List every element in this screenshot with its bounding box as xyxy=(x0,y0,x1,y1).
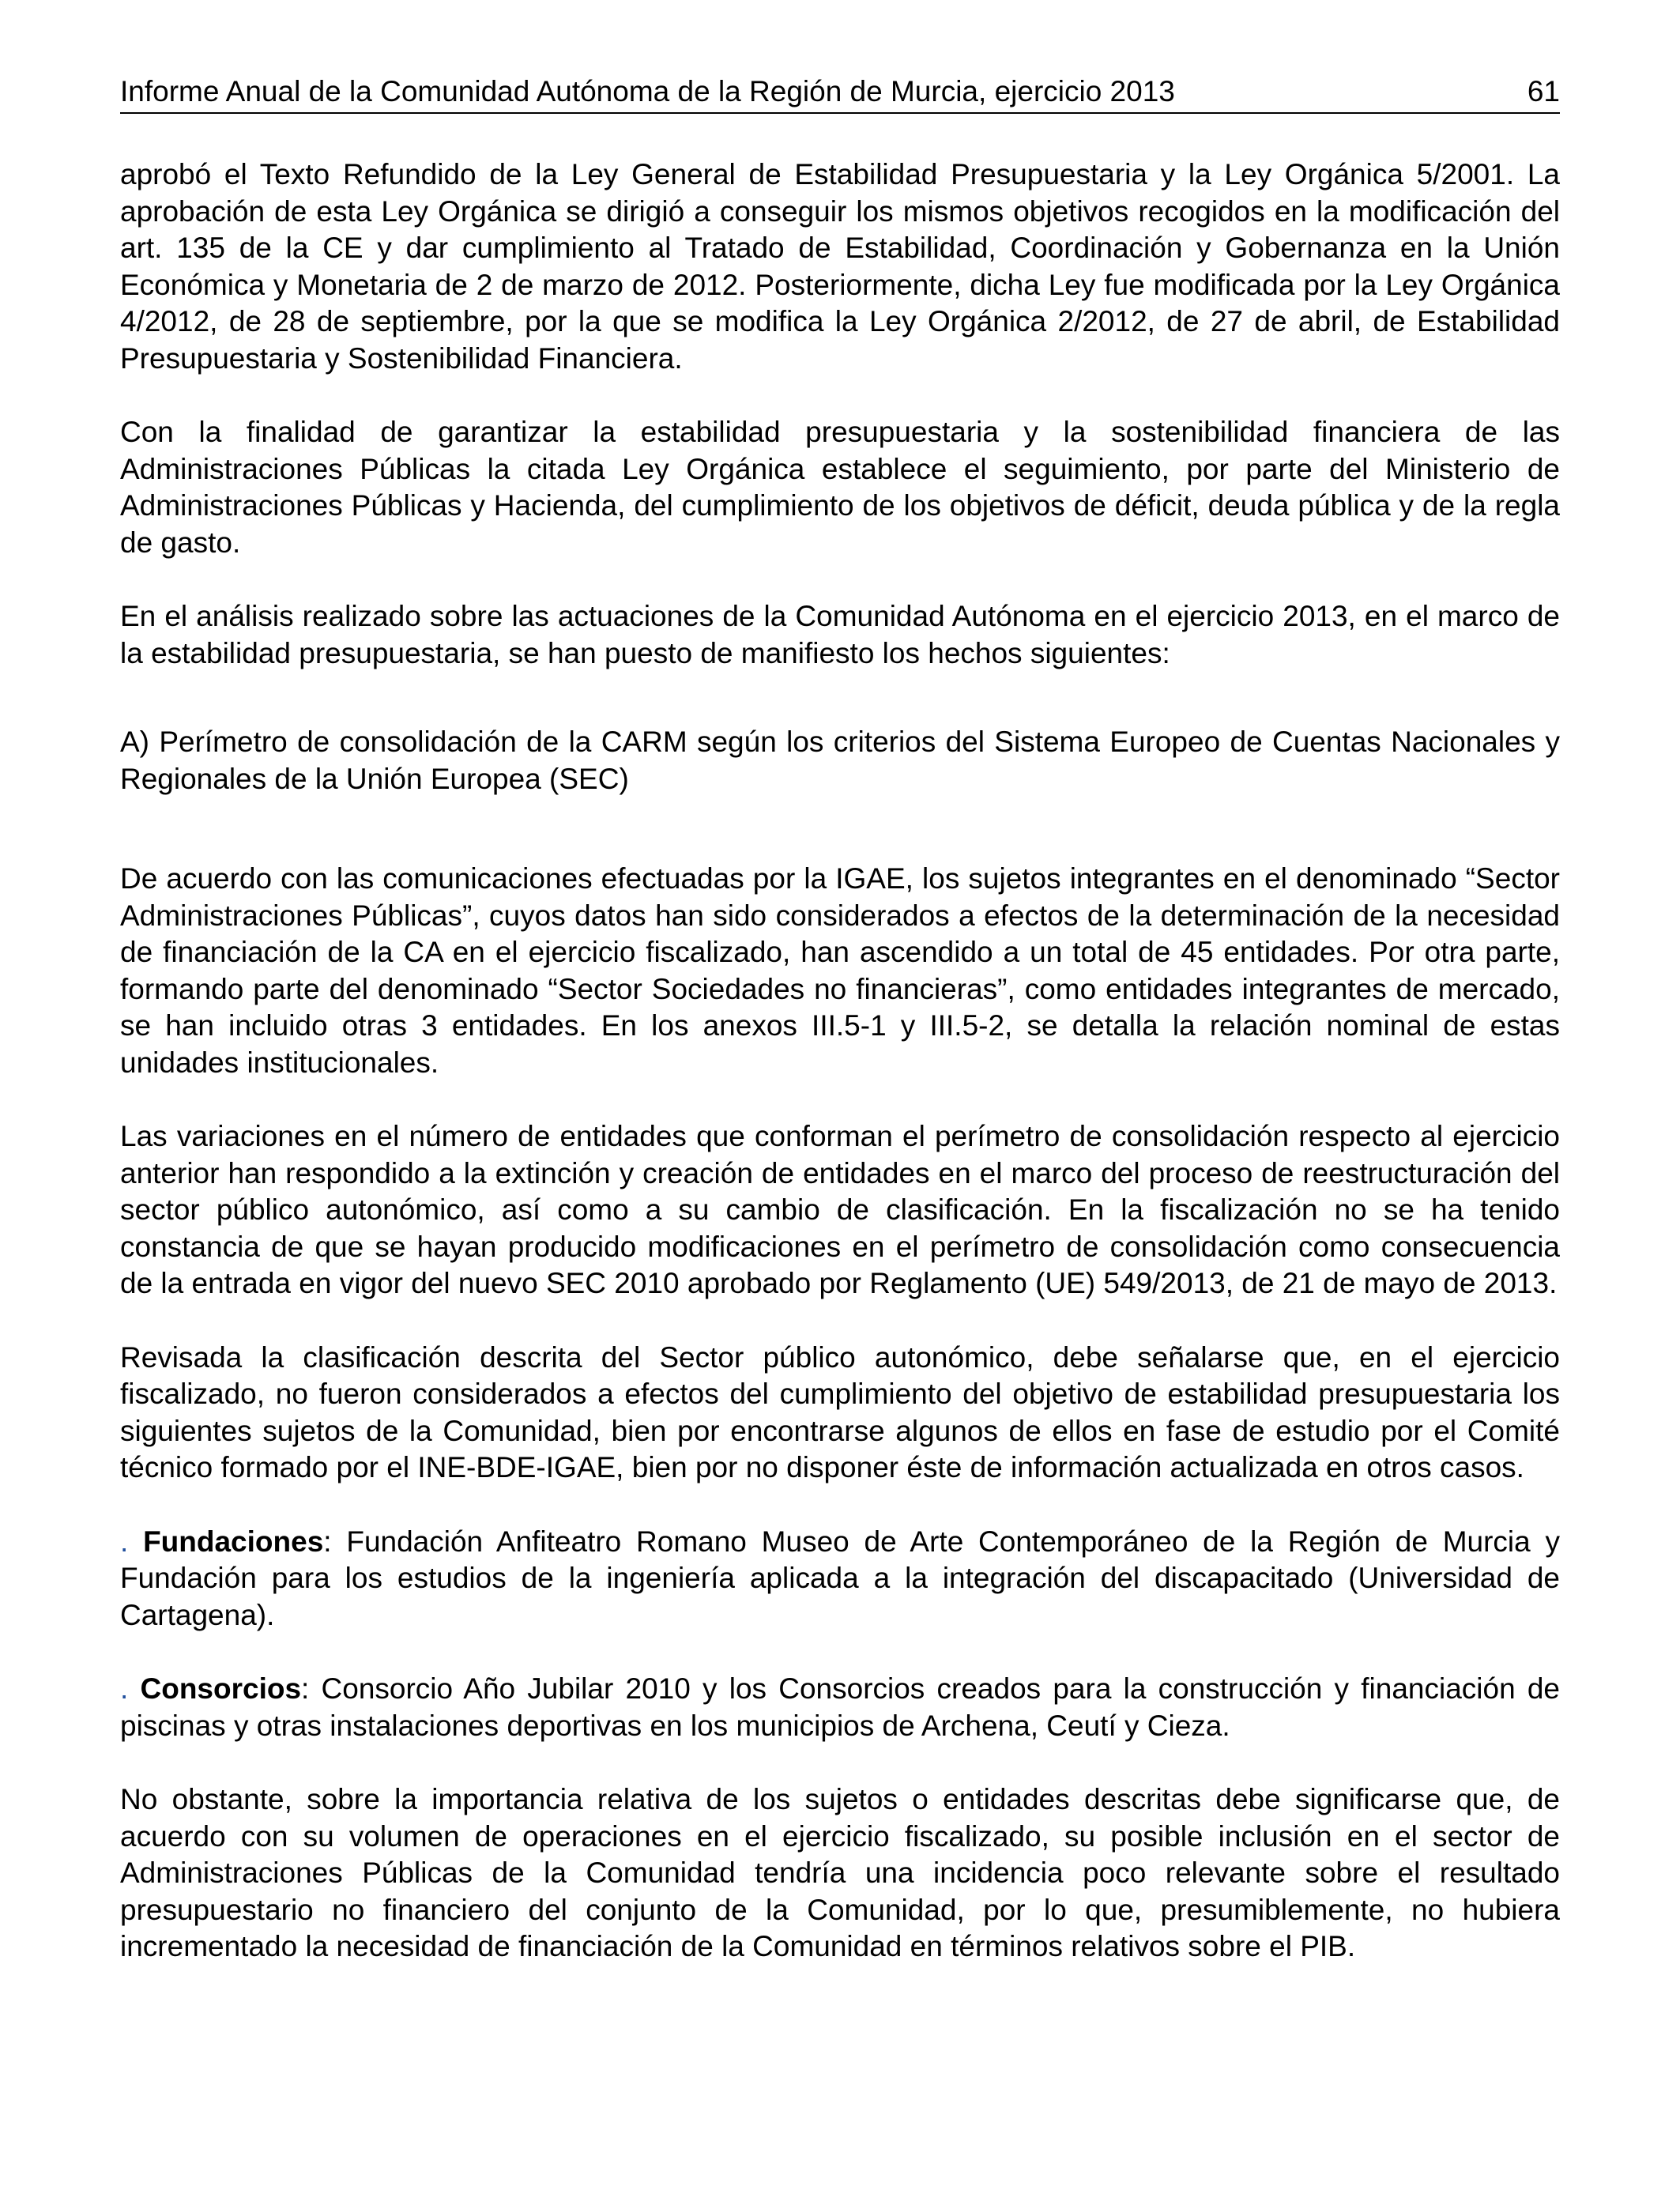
item-text: : Fundación Anfiteatro Romano Museo de Arte Contemporáneo de la Región de Murcia y Fundación para los estudios de la ingeniería aplicada a la integración del discapacitado (Universidad de Cartagena). xyxy=(120,1525,1560,1631)
paragraph-analisis: En el análisis realizado sobre las actuaciones de la Comunidad Autónoma en el ejercicio 2013, en el marco de la estabilidad presupuestaria, se han puesto de manifiesto los hechos siguientes: xyxy=(120,600,1560,669)
document-page xyxy=(120,73,1560,2003)
item-text: : Consorcio Año Jubilar 2010 y los Consorcios creados para la construcción y financiación de piscinas y otras instalaciones deportivas en los municipios de Archena, Ceutí y Cieza. xyxy=(120,1672,1561,1742)
header-title: Informe Anual de la Comunidad Autónoma de la Región de Murcia, ejercicio 2013 xyxy=(120,75,1175,107)
list-item-consorcios xyxy=(120,1671,1560,1744)
paragraph-no-obstante: No obstante, sobre la importancia relativa de los sujetos o entidades descritas debe significarse que, de acuerdo con su volumen de operaciones en el ejercicio fiscalizado, su posible inclusión en el sector de Administraciones Públicas de la Comunidad tendría una incidencia poco relevante sobre el resultado presupuestario no financiero del conjunto de la Comunidad, por lo que, presumiblemente, no hubiera incrementado la necesidad de financiación de la Comunidad en términos relativos sobre el PIB. xyxy=(120,1783,1560,1962)
term-consorcios: Consorcios xyxy=(140,1672,302,1705)
paragraph-revisada-clasificacion: Revisada la clasificación descrita del Sector público autonómico, debe señalarse que, en el ejercicio fiscalizado, no fueron considerados a efectos del cumplimiento del objetivo de estabilidad presupuestaria los siguientes sujetos de la Comunidad, bien por encontrarse algunos de ellos en fase de estudio por el Comité técnico formado por el INE-BDE-IGAE, bien por no disponer éste de información actualizada en otros casos. xyxy=(120,1340,1560,1483)
document-body xyxy=(120,156,1560,1966)
running-header xyxy=(120,73,1560,114)
term-fundaciones: Fundaciones xyxy=(143,1525,324,1558)
bullet-dot: . xyxy=(120,1525,129,1558)
list-item-fundaciones xyxy=(120,1524,1560,1634)
page-number: 61 xyxy=(1527,75,1560,107)
paragraph-comunicaciones-igae: De acuerdo con las comunicaciones efectuadas por la IGAE, los sujetos integrantes en el denominado “Sector Administraciones Públicas”, cuyos datos han sido considerados a efectos de la determinación de la necesidad de financiación de la CA en el ejercicio fiscalizado, han ascendido a un total de 45 entidades. Por otra parte, formando parte del denominado “Sector Sociedades no financieras”, como entidades integrantes de mercado, se han incluido otras 3 entidades. En los anexos III.5-1 y III.5-2, se detalla la relación nominal de estas unidades institucionales. xyxy=(120,862,1560,1079)
paragraph-finalidad: Con la finalidad de garantizar la estabilidad presupuestaria y la sostenibilidad financiera de las Administraciones Públicas la citada Ley Orgánica establece el seguimiento, por parte del Ministerio de Administraciones Públicas y Hacienda, del cumplimiento de los objetivos de déficit, deuda pública y de la regla de gasto. xyxy=(120,416,1560,559)
paragraph-variaciones: Las variaciones en el número de entidades que conforman el perímetro de consolidación respecto al ejercicio anterior han respondido a la extinción y creación de entidades en el marco del proceso de reestructuración del sector público autonómico, así como a su cambio de clasificación. En la fiscalización no se ha tenido constancia de que se hayan producido modificaciones en el perímetro de consolidación como consecuencia de la entrada en vigor del nuevo SEC 2010 aprobado por Reglamento (UE) 549/2013, de 21 de mayo de 2013. xyxy=(120,1120,1560,1299)
bullet-dot: . xyxy=(120,1672,129,1705)
paragraph-ley-organica: aprobó el Texto Refundido de la Ley General de Estabilidad Presupuestaria y la Ley Orgánica 5/2001. La aprobación de esta Ley Orgánica se dirigió a conseguir los mismos objetivos recogidos en la modificación del art. 135 de la CE y dar cumplimiento al Tratado de Estabilidad, Coordinación y Gobernanza en la Unión Económica y Monetaria de 2 de marzo de 2012. Posteriormente, dicha Ley fue modificada por la Ley Orgánica 4/2012, de 28 de septiembre, por la que se modifica la Ley Orgánica 2/2012, de 27 de abril, de Estabilidad Presupuestaria y Sostenibilidad Financiera. xyxy=(120,158,1560,375)
section-heading-perimetro: A) Perímetro de consolidación de la CARM según los criterios del Sistema Europeo de Cuentas Nacionales y Regionales de la Unión Europea (SEC) xyxy=(120,726,1560,795)
